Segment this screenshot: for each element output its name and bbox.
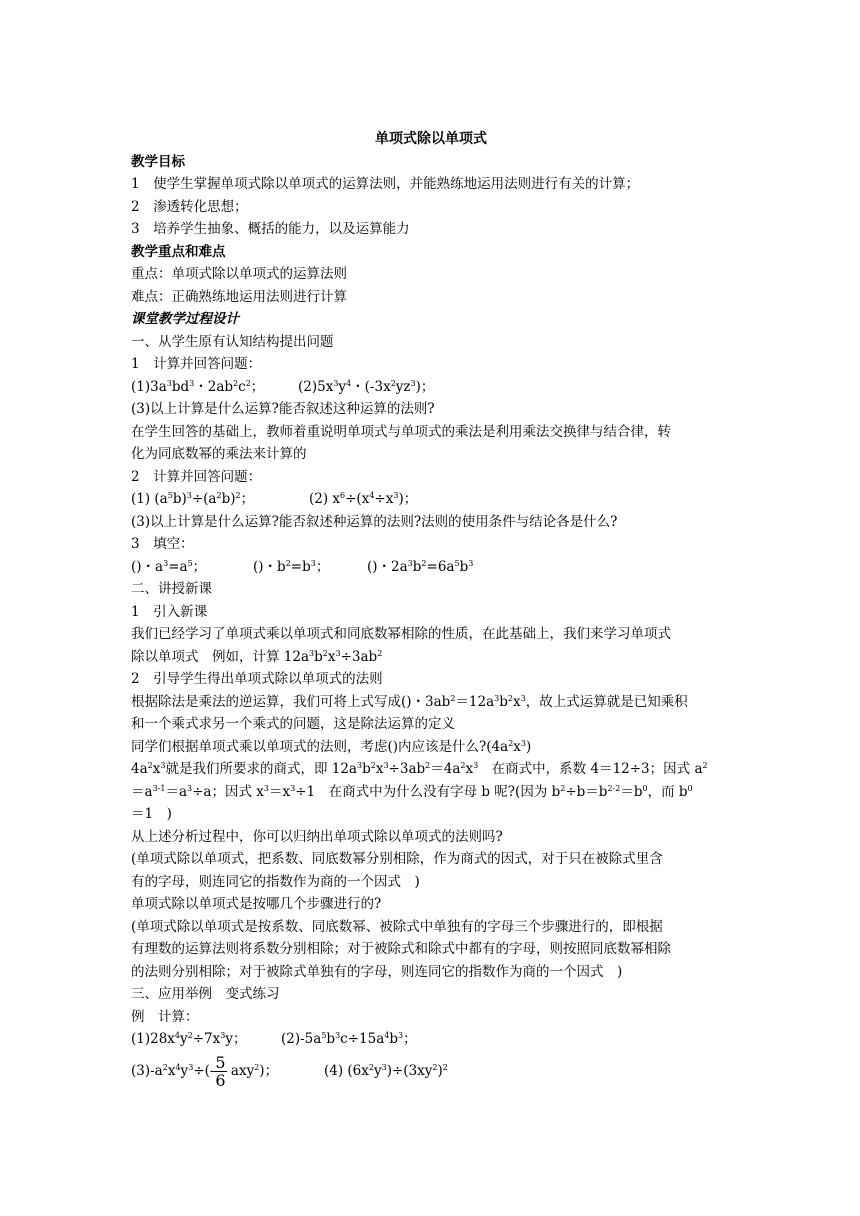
formula: $(2)-5a^5b^3c\div 15a^4b^3$； — [281, 1031, 417, 1047]
formula-line — [131, 1051, 731, 1091]
goal-2: 2 渗透转化思想； — [131, 198, 248, 215]
fraction — [214, 1054, 226, 1089]
fraction-denominator: 6 — [215, 1070, 226, 1090]
document-page — [131, 128, 731, 1091]
formula: (4) $(6x^2y^3)\div(3xy^2)^2$ — [324, 1062, 448, 1079]
part-3-heading: 三、应用举例 变式练习 — [131, 986, 280, 1002]
paragraph-3d: $4a^2x^3$就是我们所要求的商式，即 $12a^3b^2x^3\div 3ab^2=4a^2x^3$ 在商式中，系数 4＝12÷3；因式 $a^2$ — [131, 761, 708, 777]
formula: $(1)28x^4y^2\div 7x^3y$； — [131, 1031, 247, 1047]
paragraph-3b: 和一个乘式求另一个乘式的问题，这是除法运算的定义 — [131, 716, 455, 732]
part-1-heading: 一、从学生原有认知结构提出问题 — [131, 333, 334, 350]
paragraph-7b: 有理数的运算法则将系数分别相除；对于被除式和除式中都有的字母，则按照同底数幂相除 — [131, 941, 671, 957]
formula: ()・$a^3=a^5$； — [131, 558, 207, 575]
formula: (1) $(a^5b)^3\div(a^2b)^2$； — [131, 491, 255, 507]
step-1-2: 2 计算并回答问题： — [131, 468, 262, 485]
formula: $(3)-a^2x^4y^3\div(-$ $\frac{5}{6}$ axy$^2$)； — [131, 1052, 279, 1090]
explanation-1b: 化为同底数幂的乘法来计算的 — [131, 446, 307, 462]
key-point: 重点：单项式除以单项式的运算法则 — [131, 266, 347, 282]
difficult-point: 难点：正确熟练地运用法则进行计算 — [131, 288, 347, 305]
part-2-heading: 二、讲授新课 — [131, 581, 212, 597]
step-2-2: 2 引导学生得出单项式除以单项式的法则 — [131, 671, 383, 687]
formula-line — [131, 488, 731, 511]
goal-1: 1 使学生掌握单项式除以单项式的运算法则，并能熟练地运用法则进行有关的计算； — [131, 176, 640, 192]
formula: ()・$b^2=b^3$； — [253, 558, 330, 575]
paragraph-4: 从上述分析过程中，你可以归纳出单项式除以单项式的法则吗? — [131, 828, 503, 845]
formula-line — [131, 376, 731, 399]
example-label: 例 计算： — [131, 1008, 199, 1025]
step-1-1: 1 计算并回答问题： — [131, 356, 262, 372]
paragraph-6: 单项式除以单项式是按哪几个步骤进行的? — [131, 896, 382, 912]
explanation-1a: 在学生回答的基础上，教师着重说明单项式与单项式的乘法是利用乘法交换律与结合律，转 — [131, 423, 671, 440]
question-1-3: (3)以上计算是什么运算?能否叙述这种运算的法则? — [131, 401, 435, 417]
question-2-3: (3)以上计算是什么运算?能否叙述种运算的法则?法则的使用条件与结论各是什么? — [131, 513, 618, 530]
formula: $(1)3a^3bd^3$・$2ab^2c^2$； — [131, 378, 265, 395]
paragraph-7a: (单项式除以单项式是按系数、同底数幂、被除式中单独有的字母三个步骤进行的，即根据 — [131, 918, 663, 935]
formula-line — [131, 1028, 731, 1051]
paragraph-3c: 同学们根据单项式乘以单项式的法则，考虑()内应该是什么$?(4a^2x^3)$ — [131, 738, 532, 755]
paragraph-7c: 的法则分别相除；对于被除式单独有的字母，则连同它的指数作为商的一个因式 ) — [131, 963, 623, 980]
paragraph-5b: 有的字母，则连同它的指数作为商的一个因式 ) — [131, 873, 420, 890]
section-process-heading: 课堂教学过程设计 — [131, 311, 239, 327]
step-2-1: 1 引入新课 — [131, 603, 208, 620]
doc-title: 单项式除以单项式 — [375, 131, 487, 147]
step-1-3: 3 填空： — [131, 536, 194, 552]
formula: (2) $x^6\div(x^4\div x^3)$； — [309, 491, 418, 507]
paragraph-2b: 除以单项式 例如，计算 $12a^3b^2x^3\div 3ab^2$ — [131, 648, 383, 665]
section-goals-heading: 教学目标 — [131, 153, 185, 170]
fill-blank-line — [131, 556, 731, 579]
goal-3: 3 培养学生抽象、概括的能力，以及运算能力 — [131, 221, 410, 237]
paragraph-5a: (单项式除以单项式，把系数、同底数幂分别相除，作为商式的因式，对于只在被除式里含 — [131, 851, 663, 867]
formula: ()・$2a^3b^2=6a^5b^3$ — [367, 558, 474, 575]
fraction-numerator: 5 — [215, 1052, 226, 1072]
paragraph-3e: $=a^{3-1}=a^3\div a$；因式 $x^3=x^3\div 1$ 在商式中为什么没有字母 b 呢?(因为 $b^2\div b=b^{2-2}=b^0$，而 $b^0$ — [131, 783, 693, 800]
section-key-heading: 教学重点和难点 — [131, 243, 226, 260]
formula: $(2)5x^3y^4$・$(-3x^2yz^3)$； — [298, 378, 435, 395]
paragraph-3f: ＝1 ) — [131, 806, 172, 822]
paragraph-3a: 根据除法是乘法的逆运算，我们可将上式写成()・$3ab^2=12a^3b^2x^3$，故上式运算就是已知乘积 — [131, 693, 688, 710]
paragraph-2a: 我们已经学习了单项式乘以单项式和同底数幂相除的性质，在此基础上，我们来学习单项式 — [131, 626, 671, 642]
